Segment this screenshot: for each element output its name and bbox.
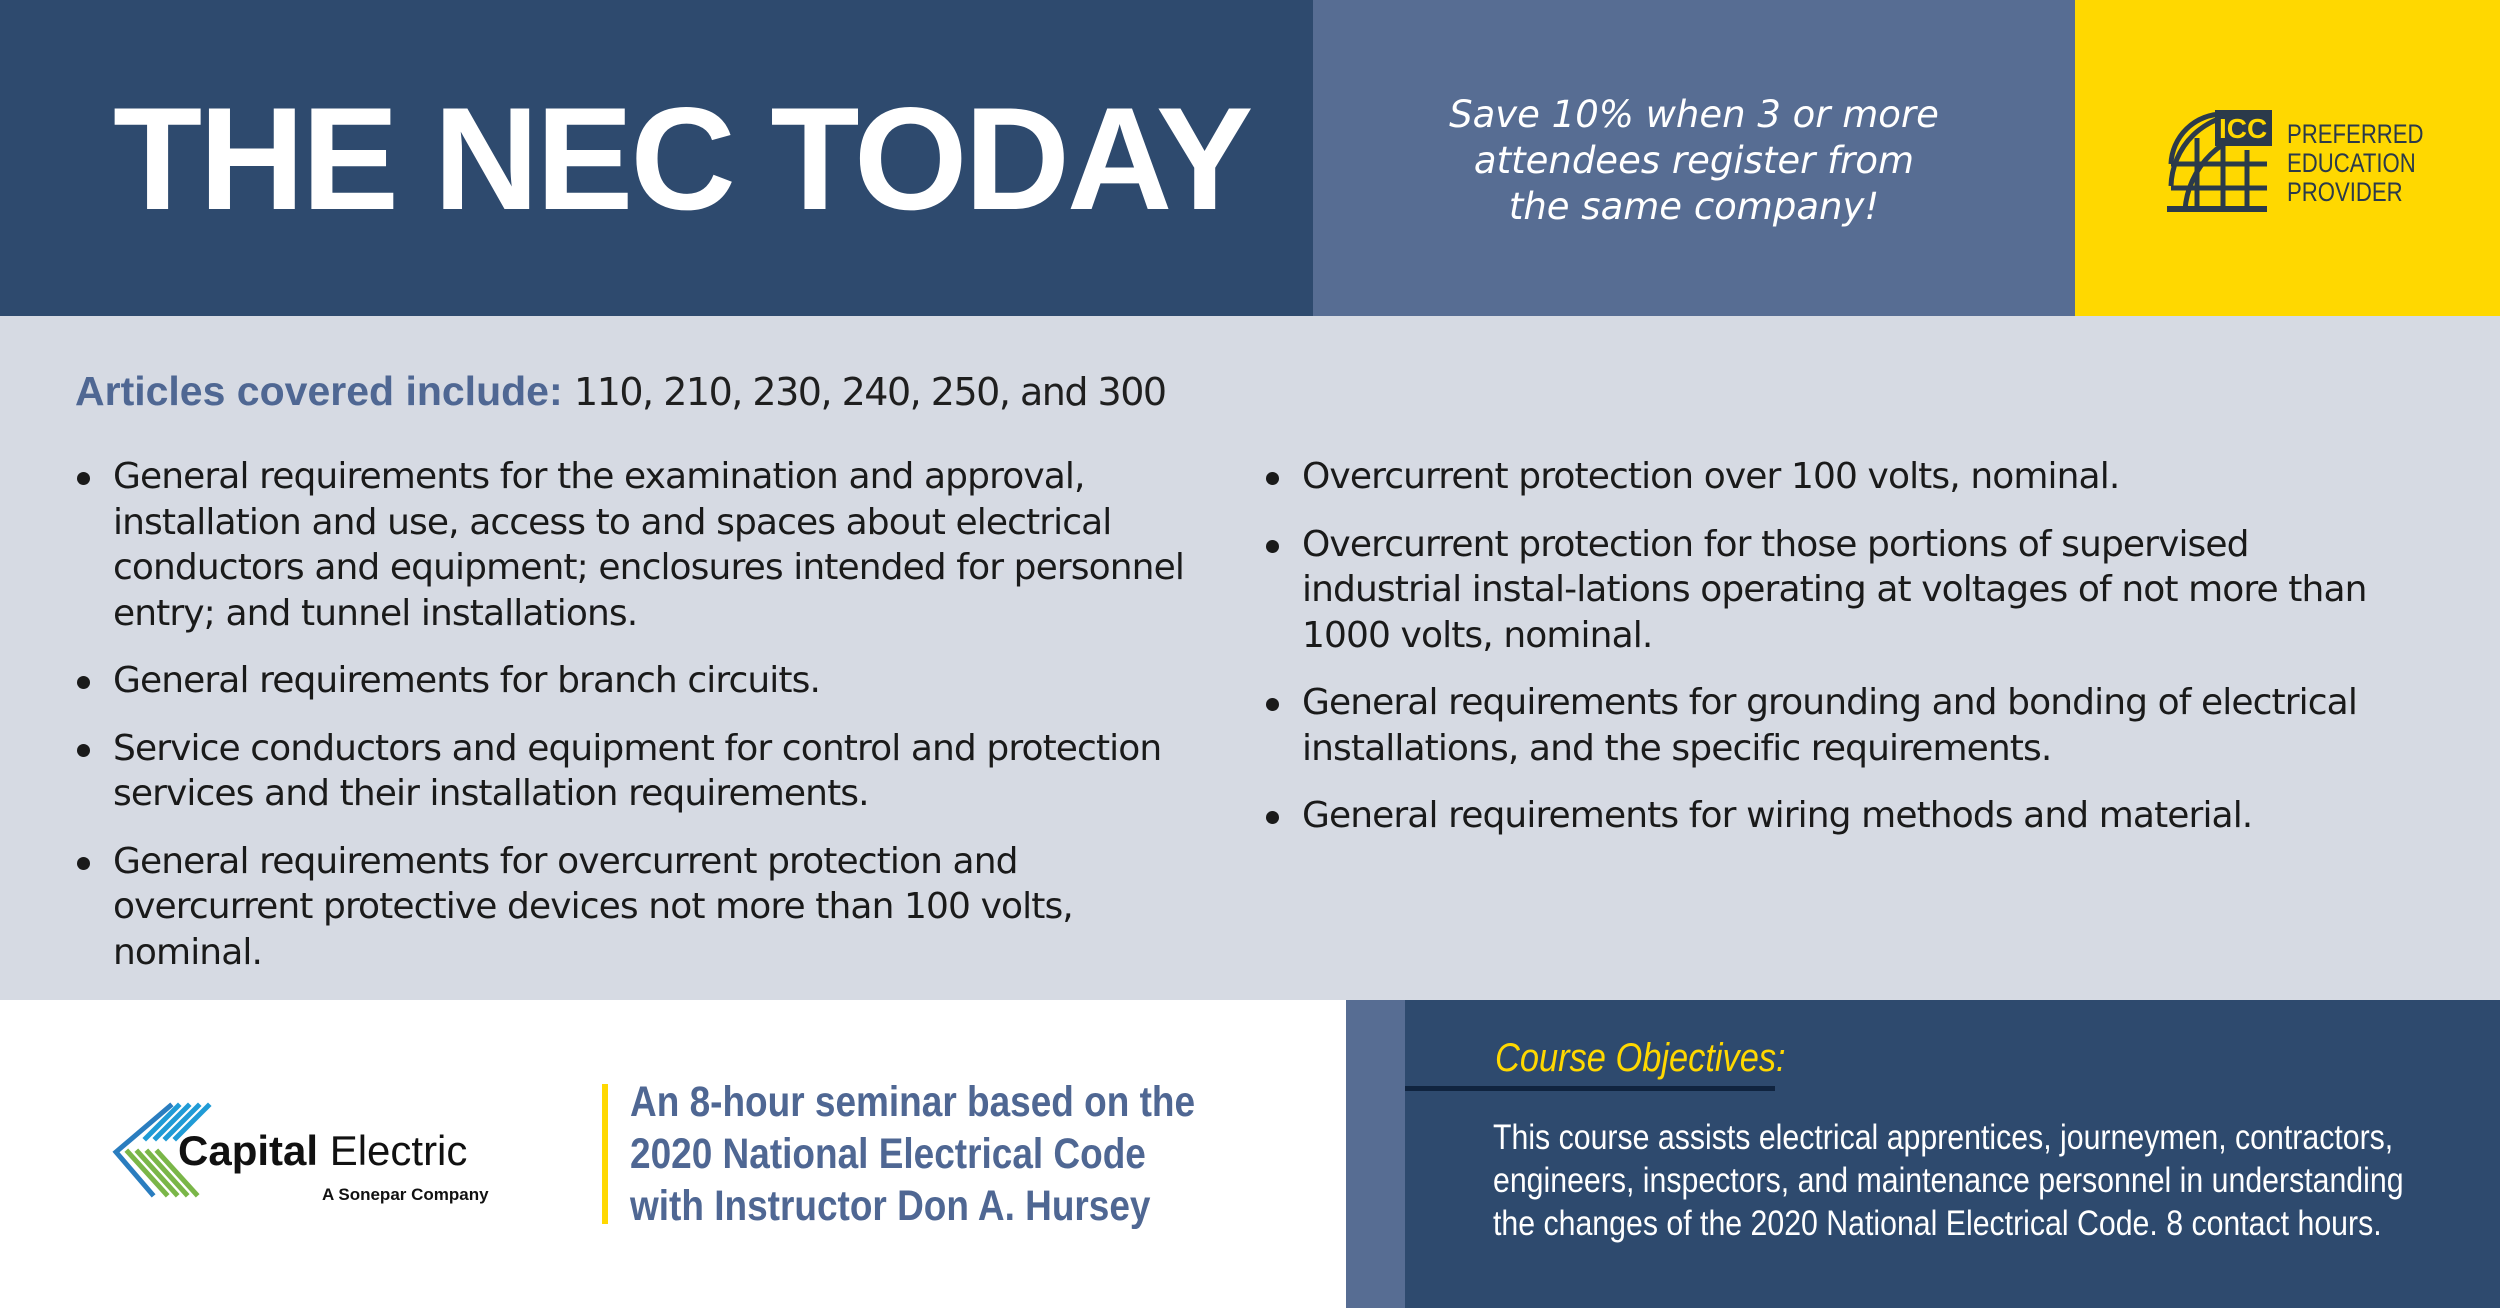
list-item-text: General requirements for wiring methods and material. — [1302, 795, 2253, 836]
promo-line: the same company! — [1508, 185, 1880, 228]
icc-globe-icon — [2167, 110, 2272, 214]
list-item-text: Overcurrent protection for those portions of supervised industrial instal-lations operating at voltages of not more than 1000 volts, nominal. — [1302, 523, 2367, 656]
icc-line: PREFERRED — [2287, 119, 2424, 149]
promo-panel — [1313, 0, 2075, 316]
company-panel — [0, 1000, 1346, 1308]
objectives-panel — [1405, 1000, 2500, 1308]
list-item — [75, 658, 1185, 704]
icc-line: PROVIDER — [2287, 177, 2403, 207]
list-item — [75, 726, 1185, 817]
list-item — [75, 454, 1185, 636]
icc-badge-panel — [2075, 0, 2500, 316]
bullet-list-left — [75, 454, 1185, 997]
list-item — [1264, 680, 2414, 771]
bullet-dot-icon — [1266, 540, 1279, 553]
company-name-light: Electric — [329, 1127, 468, 1174]
objectives-line: the changes of the 2020 National Electrical Code. 8 contact hours. — [1493, 1204, 2382, 1243]
bullet-dot-icon — [77, 857, 90, 870]
objectives-line: This course assists electrical apprentices, journeymen, contractors, — [1493, 1118, 2394, 1157]
list-item — [1264, 454, 2414, 500]
list-item-text: Overcurrent protection over 100 volts, nominal. — [1302, 456, 2120, 497]
icc-badge-text — [2287, 120, 2424, 207]
bullet-list-right — [1264, 454, 2414, 861]
seminar-line: with Instructor Don A. Hursey — [630, 1182, 1151, 1230]
articles-heading: Articles covered include: — [75, 368, 563, 414]
accent-stripe — [1346, 1000, 1405, 1308]
seminar-line: An 8-hour seminar based on the — [630, 1078, 1196, 1126]
list-item — [1264, 793, 2414, 839]
list-item-text: General requirements for the examination and approval, installation and use, access to and spaces about electrical conductors and equipment; enclosures intended for personnel entry; and tunnel installations. — [113, 456, 1184, 634]
list-item-text: General requirements for branch circuits. — [113, 660, 821, 701]
objectives-line: engineers, inspectors, and maintenance personnel in understanding — [1493, 1161, 2404, 1200]
icc-line: EDUCATION — [2287, 148, 2416, 178]
seminar-description — [630, 1076, 1232, 1232]
bullet-dot-icon — [1266, 472, 1279, 485]
bullet-dot-icon — [77, 744, 90, 757]
bullet-dot-icon — [1266, 811, 1279, 824]
list-item-text: General requirements for overcurrent protection and overcurrent protective devices not more than 100 volts, nominal. — [113, 840, 1073, 973]
list-item-text: Service conductors and equipment for control and protection services and their installation requirements. — [113, 727, 1162, 814]
objectives-text — [1493, 1116, 2445, 1245]
bullet-dot-icon — [77, 676, 90, 689]
bullet-dot-icon — [77, 472, 90, 485]
page-title: THE NEC TODAY — [113, 77, 1251, 240]
bullet-dot-icon — [1266, 698, 1279, 711]
objectives-underline — [1405, 1086, 1775, 1091]
company-name — [178, 1127, 468, 1174]
list-item — [75, 839, 1185, 976]
accent-divider — [602, 1084, 608, 1224]
articles-panel — [0, 316, 2500, 1000]
promo-line: Save 10% when 3 or more — [1449, 93, 1939, 136]
icc-abbrev: ICC — [2219, 113, 2268, 144]
list-item-text: General requirements for grounding and bonding of electrical installations, and the specific requirements. — [1302, 682, 2357, 769]
list-item — [1264, 522, 2414, 659]
objectives-title: Course Objectives: — [1495, 1036, 1786, 1080]
articles-line — [75, 368, 1166, 415]
promo-line: attendees register from — [1473, 139, 1915, 182]
seminar-line: 2020 National Electrical Code — [630, 1130, 1146, 1178]
company-name-bold: Capital — [178, 1127, 319, 1174]
promo-text — [1313, 92, 2075, 230]
articles-list: 110, 210, 230, 240, 250, and 300 — [574, 370, 1166, 414]
company-tagline: A Sonepar Company — [322, 1185, 489, 1204]
header-title-panel — [0, 0, 1313, 316]
